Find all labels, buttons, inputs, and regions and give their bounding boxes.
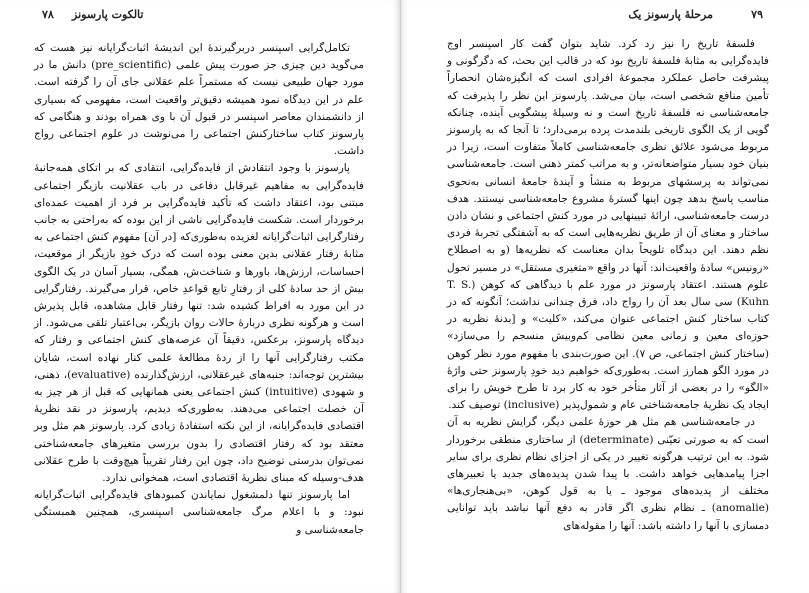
right-paragraph: در جامعه‌شناسی هم مثل هر حوزهٔ علمی دیگر، گرایش نظریه به آن است که به صورتی تعیّنی (determinate) از ساختاری منطقی برخوردار شود. به این ترتیب هرگونه تغییر در یکی از اجزای نظام نظری برای سایر اجزا پیامدهایی خواهد داشت. با پیدا شدن پدیده‌های جدید یا تعبیرهای مختلف از پدیده‌های موجود ـ یا به قول کوهن، «بی‌هنجاری‌ها» (anomalie) ـ نظام نظری اگر قادر به دفع آنها نباشد باید توانایی دمسازی با آنها را داشته باشد: آنها را مقوله‌های (447, 416, 769, 532)
right-page-number: ۷۹ (751, 8, 763, 21)
right-paragraph: فلسفهٔ تاریخ را نیز رد کرد. شاید بتوان گفت کار اسپنسر اوج فایده‌گرایی به مثابهٔ فلسفهٔ تاریخ بود که در قالب این بحث، که دگرگونی و پیشرفت حاصل عملکرد مجموعهٔ افرادی است که انگیزه‌شان انحصاراً تأمین منافع شخصی است، بیان می‌شد. پارسونز این نظر را پذیرفت که جامعه‌شناسی نه فلسفهٔ تاریخ است و نه وسیلهٔ پیشگویی آینده، چنانکه گویی از یک الگوی تاریخی بلندمدت پرده برمی‌دارد؛ تا آنجا که به پارسونز مربوط می‌شود علائق نظری جامعه‌شناسی کاملاً متفاوت است، زیرا در بنیان خود بسیار متواضعانه‌تر، و به مراتب کمتر ذهنی است. جامعه‌شناسی نمی‌تواند به پرسشهای مربوط به منشأ و آیندهٔ جامعهٔ انسانی به‌نحوی مناسب پاسخ بدهد چون اینها گسترهٔ مشروع جامعه‌شناسی نیستند. هدف درست جامعه‌شناسی، ارائهٔ تبیینهایی در مورد کنش اجتماعی و نشان دادن ساختار و معنای آن از طریق نظریه‌هایی است که به آشفتگی تجربهٔ فردی نظم دهند. این دیدگاه تلویحاً بدان معناست که نظریه‌ها (و به اصطلاح «رونیس» سادهٔ واقعیت‌اند: آنها در واقع «متغیری مستقل» در مسیر تحول علوم هستند. اعتقاد پارسونز در مورد علم با دیدگاهی که کوهن (T. S. Kuhn) سی سال بعد آن را رواج داد، فرق چندانی نداشت؛ آنگونه که در کتاب ساختار کنش اجتماعی عنوان می‌کند، «کلیت» و [بدنهٔ نظریه در حوزه‌ای معین و زمانی معین نظامی کم‌وبیش منسجم را می‌سازد» (ساختار کنش اجتماعی، ص ۷). این صورت‌بندی با مفهوم مورد نظر کوهن در مورد الگو همارز است. به‌طوری‌که خواهیم دید خودِ پارسونز حتی واژهٔ «الگو» را در بعضی از آثار متأخر خود به کار برد تا طرح خویش را برای ایجاد یک نظریهٔ جامعه‌شناختی عام و شمول‌پذیر (inclusive) توصیف کند. (447, 38, 769, 412)
left-page-number: ۷۸ (42, 8, 54, 21)
left-paragraph: اما پارسونز تنها دلمشغول نمایاندن کمبودهای فایده‌گرایی اثبات‌گرایانه نبود: و با اعلام مرگ جامعه‌شناسی اسپنسری، همچنین همبستگی جامعه‌شناسی و (34, 489, 364, 536)
left-page (0, 0, 401, 593)
left-paragraph: پارسونز با وجود انتقادش از فایده‌گرایی، انتقادی که بر اتکای همه‌جانبهٔ فایده‌گرایی به مفاهیم غیرقابل دفاعی در باب عقلانیت بازیگر اجتماعی مبتنی بود، اعتقاد داشت که تأکید فایده‌گرایی بر فرد از اهمیت عمده‌ای برخوردار است. شکست فایده‌گرایی ناشی از این بوده که به‌راحتی به جانب رفتارگرایی اثبات‌گرایانه لغزیده به‌طوری‌که [در آن] مفهوم کنش اجتماعی به مثابهٔ رفتار عقلانی بدین معنی بوده است که درک خودِ بازیگر از موقعیت، احساسات، ارزش‌ها، باورها و شناخت‌ش، همگی، بسیار آسان در یک الگوی بیش از حد سادهٔ کلی از رفتارِ تابع قواعدِ خاص، قرار می‌گیرند. رفتارگرایی در این مورد به افراط کشیده شد: تنها رفتار قابل مشاهده، قابل پذیرش است و هرگونه نظری دربارهٔ حالات روان بازیگر، بی‌اعتبار تلقی می‌شود. از دیدگاه پارسونز، برعکس، دقیقاً آن عرصه‌های کنش اجتماعی و رفتار که مکتب رفتارگرایی آنها را از ردهٔ مطالعهٔ علمی کنار نهاده است، شایان بیشترین توجه‌اند: جنبه‌های غیرعقلانی، ارزش‌گذارنده (evaluative)، ذهنی، و شهودی (intuitive) کنش اجتماعی یعنی همانهایی که قبل از هر چیز به آن خصلت اجتماعی می‌دهند. به‌طوری‌که دیدیم، پارسونز در نقد نظریهٔ اقتصادی فایده‌گرایانه، از این نکته استفادهٔ زیادی کرد. پارسونز هم مثل وبر معتقد بود که رفتار اقتصادی را بدون بررسی متغیرهای جامعه‌شناختی نمی‌توان بدرستی توضیح داد، چون این رفتار تقریباً هیچ‌وقت با طرح عقلانی هدف-وسیله که مبنای نظریهٔ اقتصادی است، همخوانی ندارد. (34, 162, 364, 485)
right-running-head: مرحلهٔ پارسونز یک (628, 8, 713, 21)
left-paragraph: تکامل‌گرایی اسپنسر دربرگیرندهٔ این اندیشهٔ اثبات‌گرایانه نیز هست که می‌گوید دین چیزی جز صورت پیش علمی (pre_scientific) دانش ما در مورد جهان طبیعی نیست که مستمراً علم عقلانی جای آن را گرفته است. علم در این دیدگاه نمود همیشه دقیق‌تر واقعیت است، مفهومی که بسیاری از دانشمندان معاصر اسپنسر در قبول آن با وی همراه بودند و هنگامی که پارسونز کتاب ساختارکنش اجتماعی را می‌نوشت در علوم اجتماعی رواج داشت. (34, 42, 364, 158)
right-page (401, 0, 809, 593)
left-running-head: تالکوت پارسونز (72, 8, 144, 21)
left-page-text (34, 40, 364, 539)
right-page-text (447, 36, 769, 535)
